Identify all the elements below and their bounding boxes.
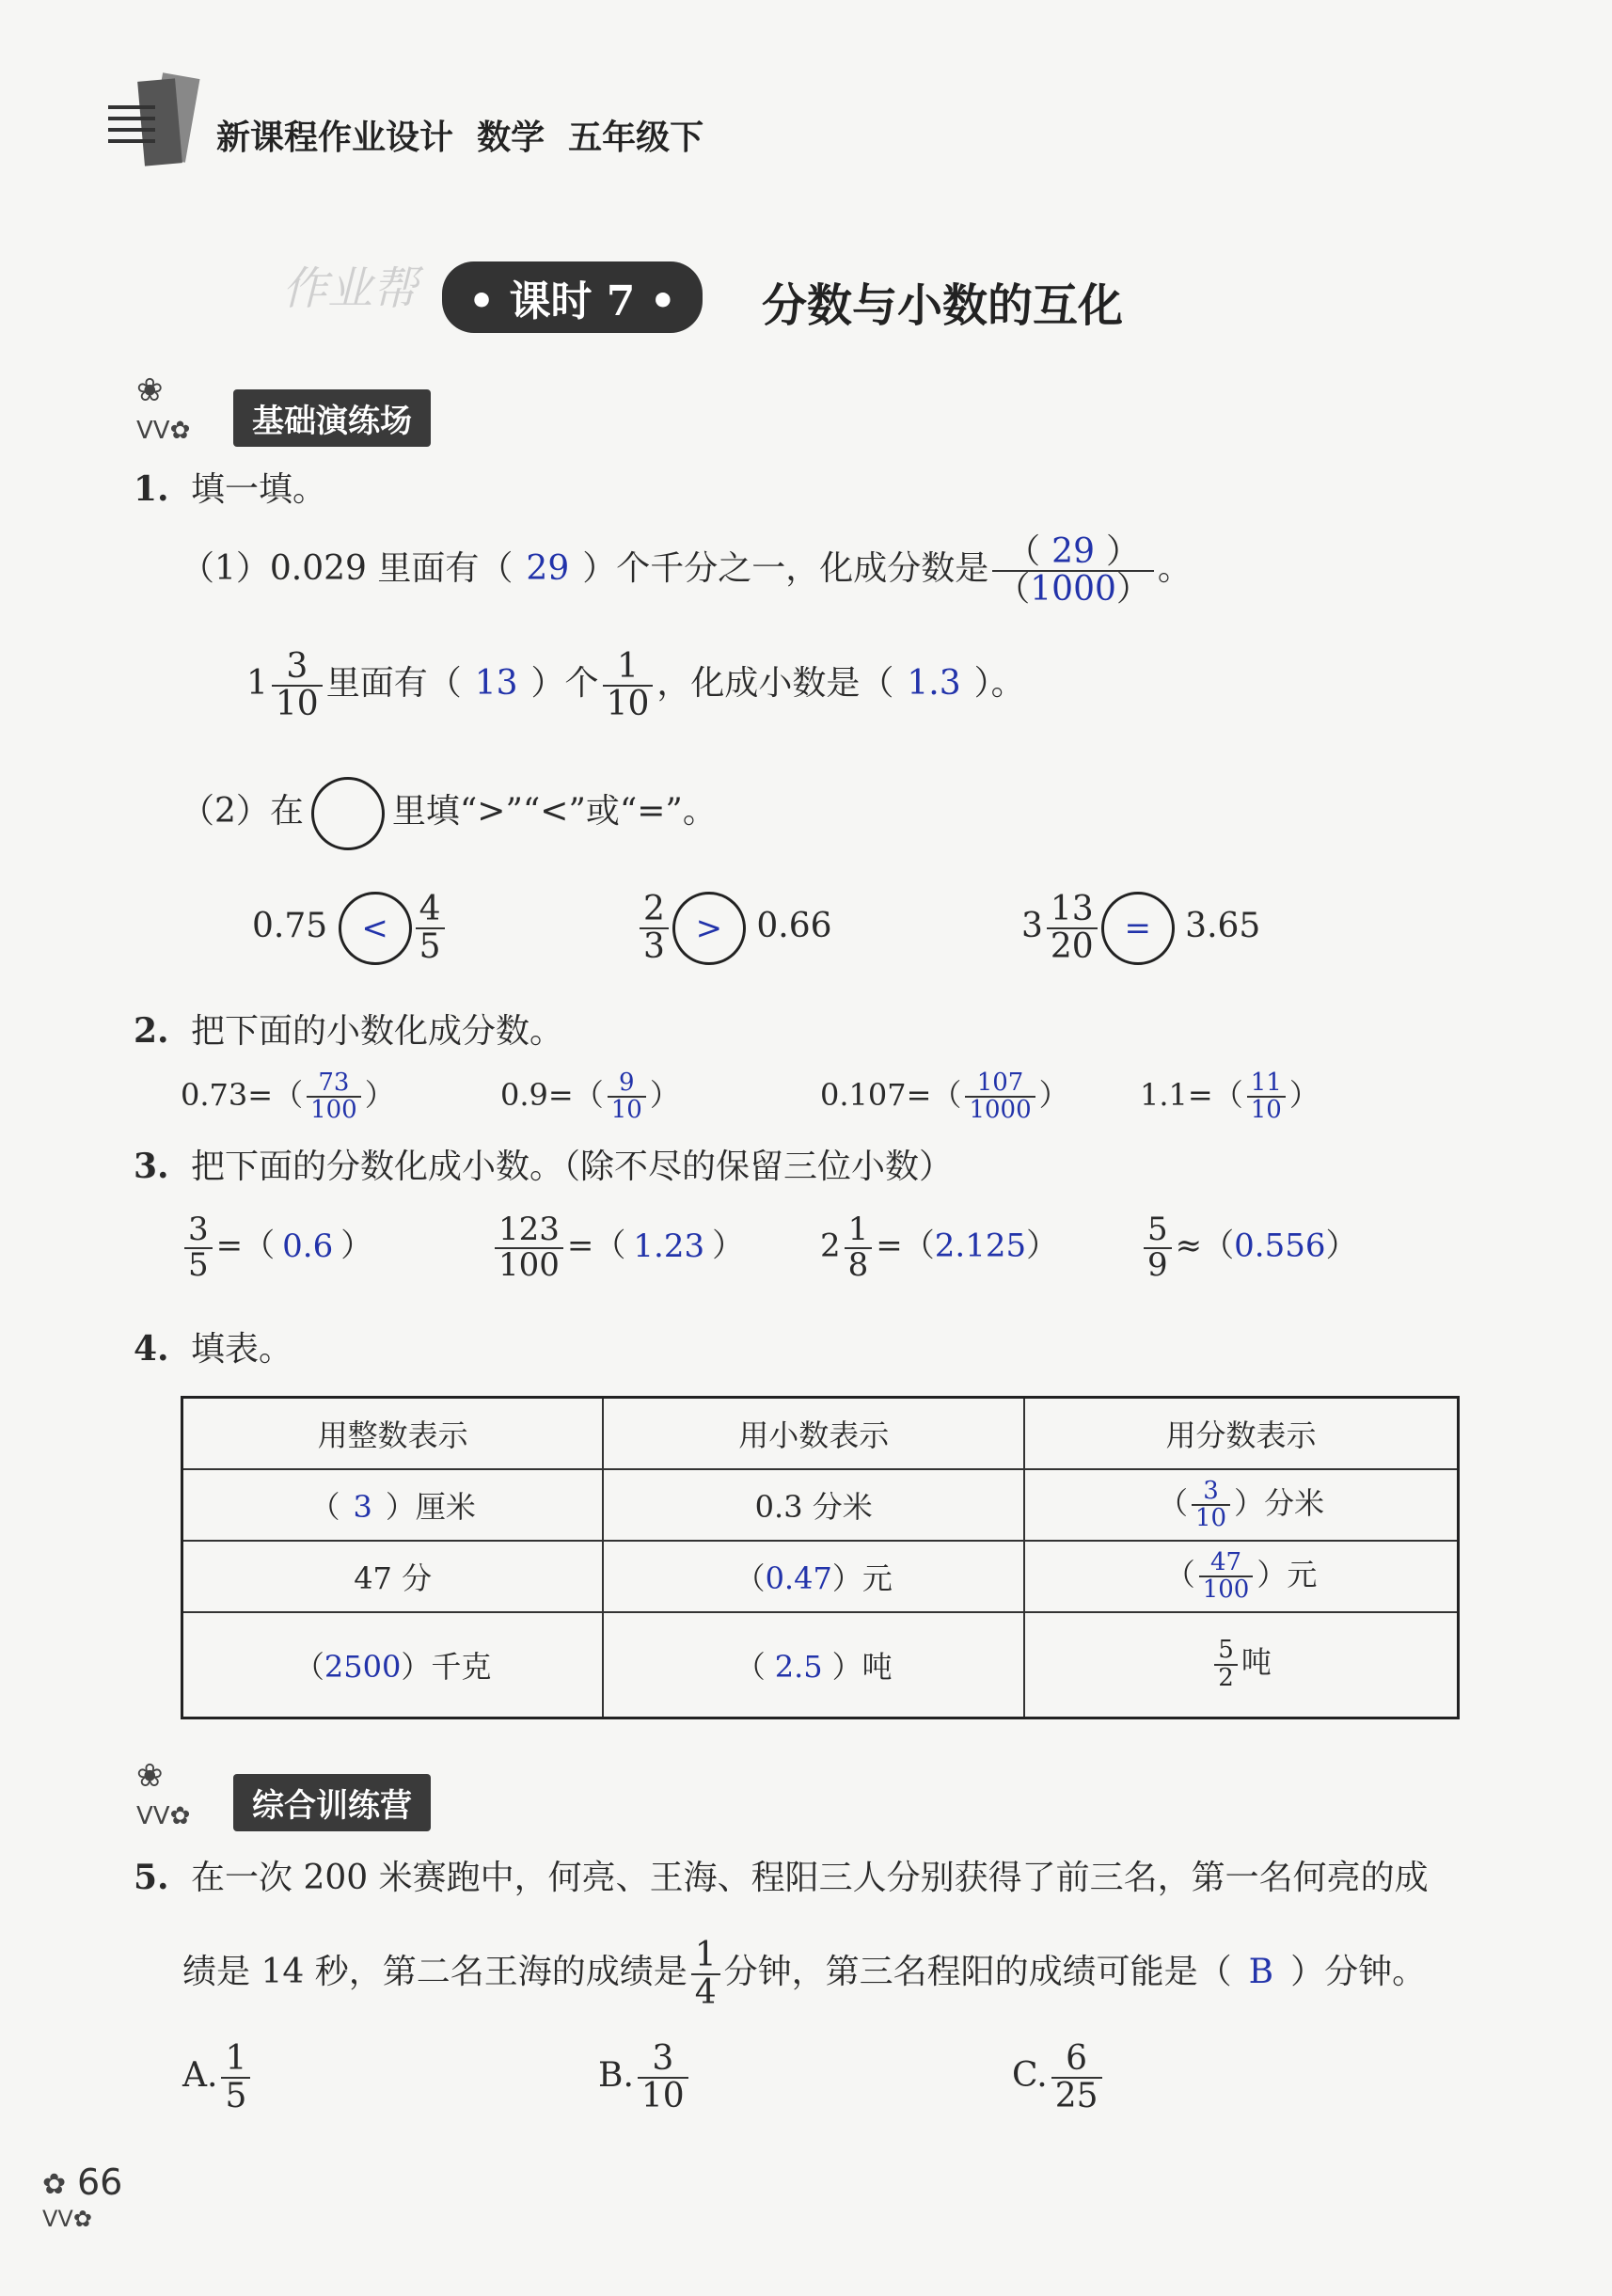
compare-circle: = — [1101, 892, 1175, 965]
q1-p2-text: （2）在 — [181, 792, 304, 831]
answer: B — [1248, 1952, 1274, 1991]
fraction: $\frac{2}{3}$ — [640, 892, 669, 965]
table-cell: （ $\frac{47}{100}$ ）元 — [1024, 1541, 1458, 1612]
flower-icon: ❀ ᐯᐯ✿ — [136, 1757, 191, 1830]
fraction: $\frac{( 29 )}{(1000)}$ — [992, 534, 1154, 608]
lesson-title: 分数与小数的互化 — [762, 279, 1124, 332]
q3-item: $\frac{3}{5}$ =（ 0.6 ） — [181, 1213, 372, 1282]
table-row — [182, 1612, 1459, 1718]
q1-part1 — [181, 534, 1192, 608]
q5-text: 分钟，第三名程阳的成绩可能是（ — [723, 1952, 1232, 1991]
answer: 1.3 — [907, 663, 961, 703]
table-cell: （ 3 ）厘米 — [182, 1469, 604, 1541]
q5-line1 — [134, 1851, 1429, 1899]
q5-number: 5. — [134, 1858, 169, 1897]
compare-1 — [252, 892, 449, 965]
mixed-whole: 1 — [246, 663, 268, 703]
q2-number: 2. — [134, 1011, 169, 1051]
q2-item: 0.107=（ $\frac{107}{1000}$ ） — [820, 1069, 1069, 1125]
fraction: $\frac{1}{4}$ — [691, 1938, 720, 2011]
compare-right: 3.65 — [1185, 907, 1261, 945]
table-row — [182, 1541, 1459, 1612]
q2-text: 把下面的小数化成分数。 — [191, 1012, 564, 1051]
answer: 1000 — [1030, 569, 1116, 609]
q5-line2 — [182, 1938, 1426, 2011]
q5-text: 在一次 200 米赛跑中，何亮、王海、程阳三人分别获得了前三名，第一名何亮的成 — [191, 1859, 1429, 1897]
compare-3 — [1021, 892, 1260, 965]
compare-circle: > — [672, 892, 746, 965]
fraction: $\frac{13}{20}$ — [1047, 892, 1098, 965]
table-row — [182, 1469, 1459, 1541]
page-number: 66 — [77, 2161, 123, 2203]
table-cell: （2500）千克 — [182, 1612, 604, 1718]
conversion-table — [181, 1396, 1460, 1719]
q1-part2 — [181, 777, 717, 850]
q5-option: B. $\frac{3}{10}$ — [598, 2041, 692, 2114]
q4-number: 4. — [134, 1329, 169, 1369]
q1-p1-text: 。 — [1157, 548, 1192, 588]
compare-right: 0.66 — [756, 907, 832, 945]
q1-l2-text: ）个 — [530, 663, 599, 703]
q3-prompt — [134, 1140, 953, 1188]
lesson-badge: • 课时 7 • — [442, 261, 703, 333]
table-cell: （ 2.5 ）吨 — [603, 1612, 1024, 1718]
flower-icon: ✿ ᐯᐯ✿ — [42, 2168, 92, 2232]
empty-circle — [311, 777, 385, 850]
table-header: 用分数表示 — [1024, 1398, 1458, 1470]
q1-text: 填一填。 — [191, 470, 327, 509]
fraction: $\frac{3}{10}$ — [272, 649, 323, 722]
table-header-row — [182, 1398, 1459, 1470]
q4-text: 填表。 — [191, 1330, 293, 1369]
q2-item: 1.1=（ $\frac{11}{10}$ ） — [1140, 1069, 1320, 1125]
table-header: 用整数表示 — [182, 1398, 604, 1470]
q2-prompt — [134, 1005, 563, 1053]
book-title: 新课程作业设计 数学 五年级下 — [216, 119, 704, 157]
q1-p2-text: 里填“>”“<”或“=”。 — [391, 792, 717, 831]
table-cell: 0.3 分米 — [603, 1469, 1024, 1541]
fraction: $\frac{4}{5}$ — [416, 892, 445, 965]
q5-option: A. $\frac{1}{5}$ — [182, 2041, 254, 2114]
q1-p1-text: ）个千分之一，化成分数是 — [582, 548, 989, 588]
q1-number: 1. — [134, 469, 169, 509]
q2-item: 0.73=（ $\frac{73}{100}$ ） — [181, 1069, 395, 1125]
section-basic: 基础演练场 — [233, 389, 431, 447]
section-comprehensive: 综合训练营 — [233, 1774, 431, 1831]
answer: 13 — [474, 663, 518, 703]
q2-item: 0.9=（ $\frac{9}{10}$ ） — [500, 1069, 680, 1125]
q3-item: $\frac{5}{9}$ ≈（0.556） — [1140, 1213, 1357, 1282]
q5-text: 绩是 14 秒，第二名王海的成绩是 — [182, 1952, 687, 1991]
table-cell: （0.47）元 — [603, 1541, 1024, 1612]
fraction: $\frac{1}{10}$ — [603, 649, 654, 722]
q4-prompt — [134, 1322, 292, 1370]
compare-left: 0.75 — [252, 907, 328, 945]
q3-item: 2 $\frac{1}{8}$ =（2.125） — [820, 1211, 1059, 1284]
table-cell: 47 分 — [182, 1541, 604, 1612]
q5-option: C. $\frac{6}{25}$ — [1012, 2041, 1106, 2114]
flower-icon: ❀ ᐯᐯ✿ — [136, 372, 191, 445]
q1-l2-text: 里面有（ — [325, 663, 462, 703]
mixed-whole: 3 — [1021, 907, 1043, 945]
q1-line2 — [246, 649, 1025, 722]
answer: 29 — [526, 548, 570, 588]
compare-circle: < — [339, 892, 412, 965]
compare-2 — [636, 892, 832, 965]
q1-prompt — [134, 463, 326, 511]
table-cell: （ $\frac{3}{10}$ ）分米 — [1024, 1469, 1458, 1541]
q3-number: 3. — [134, 1147, 169, 1186]
q5-text: ）分钟。 — [1290, 1952, 1427, 1991]
table-cell: $\frac{5}{2}$ 吨 — [1024, 1612, 1458, 1718]
q1-p1-text: （1）0.029 里面有（ — [181, 548, 514, 588]
answer: 29 — [1051, 532, 1095, 571]
q1-l2-text: ）。 — [973, 663, 1025, 703]
q3-text: 把下面的分数化成小数。（除不尽的保留三位小数） — [191, 1148, 954, 1186]
q3-item: $\frac{123}{100}$ =（ 1.23 ） — [491, 1213, 744, 1282]
q1-l2-text: ，化成小数是（ — [656, 663, 894, 703]
table-header: 用小数表示 — [603, 1398, 1024, 1470]
book-logo-icon — [103, 66, 207, 179]
watermark: 作业帮 — [282, 262, 419, 315]
